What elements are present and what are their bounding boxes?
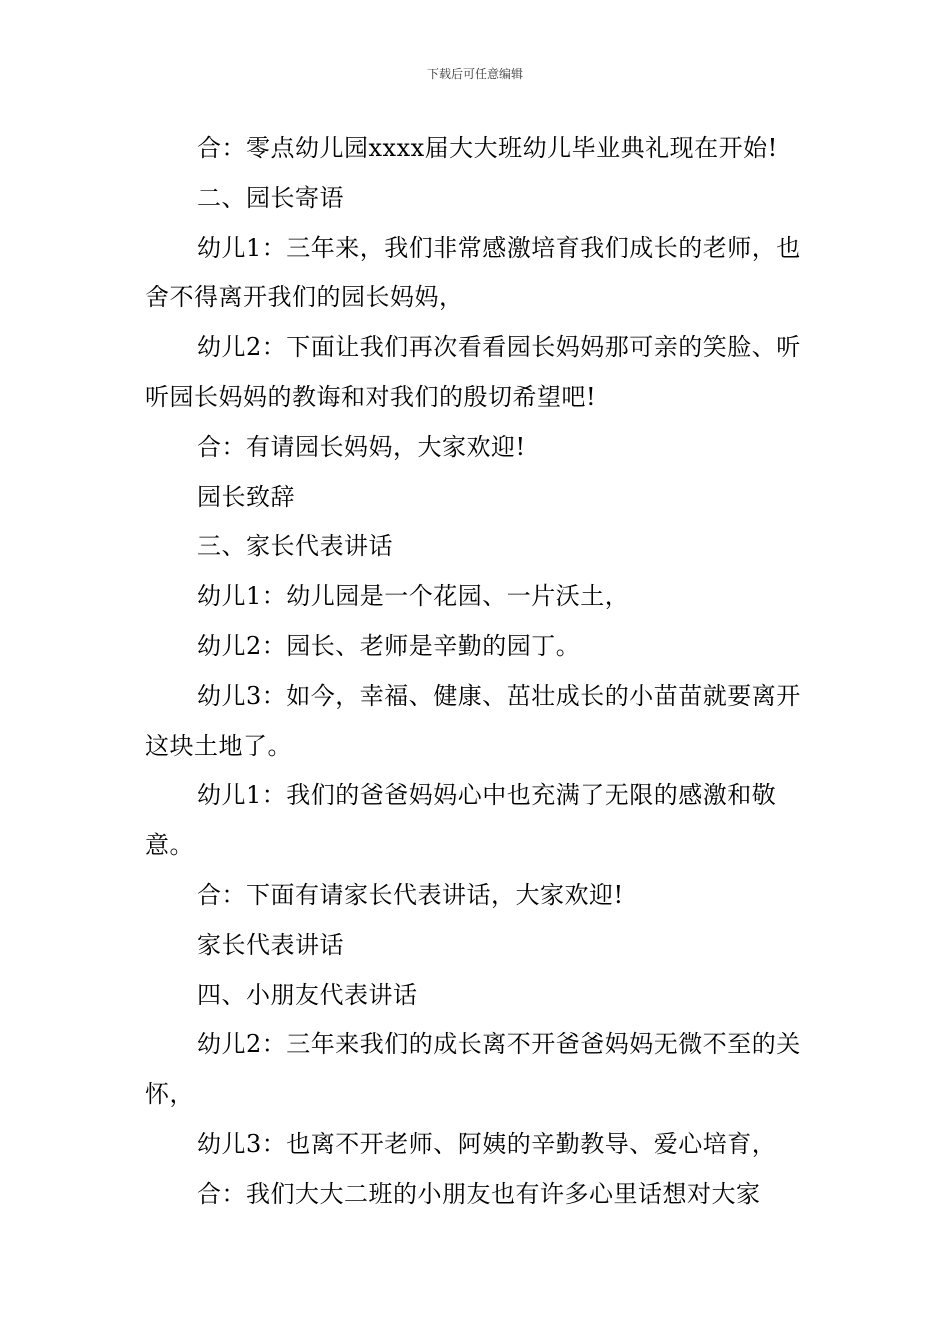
- page-header: 下载后可任意编辑: [426, 67, 523, 81]
- paragraph: 幼儿3：也离不开老师、阿姨的辛勤教导、爱心培育，: [197, 1129, 777, 1158]
- paragraph: 幼儿3：如今，幸福、健康、茁壮成长的小苗苗就要离开这块土地了。: [145, 681, 801, 760]
- paragraph: 幼儿1：幼儿园是一个花园、一片沃土，: [197, 582, 630, 611]
- paragraph: 园长致辞: [197, 482, 295, 511]
- paragraph: 幼儿2：三年来我们的成长离不开爸爸妈妈无微不至的关怀，: [145, 1030, 801, 1109]
- paragraph: 幼儿2：下面让我们再次看看园长妈妈那可亲的笑脸、听听园长妈妈的教诲和对我们的殷切希望吧!: [145, 333, 801, 411]
- document-body: [145, 124, 810, 1220]
- paragraph: 幼儿2：园长、老师是辛勤的园丁。: [197, 631, 581, 660]
- paragraph: 合：下面有请家长代表讲话，大家欢迎!: [197, 880, 624, 909]
- paragraph: 家长代表讲话: [197, 930, 344, 959]
- paragraph: 幼儿1：我们的爸爸妈妈心中也充满了无限的感激和敬意。: [145, 781, 777, 860]
- paragraph: 合：零点幼儿园xxxx届大大班幼儿毕业典礼现在开始!: [197, 134, 778, 162]
- paragraph: 合：我们大大二班的小朋友也有许多心里话想对大家: [197, 1179, 761, 1208]
- section-heading: 三、家长代表讲话: [197, 532, 393, 561]
- section-heading: 四、小朋友代表讲话: [197, 980, 418, 1009]
- paragraph: 合：有请园长妈妈，大家欢迎!: [197, 432, 526, 461]
- paragraph: 幼儿1：三年来，我们非常感激培育我们成长的老师，也舍不得离开我们的园长妈妈，: [145, 233, 801, 312]
- section-heading: 二、园长寄语: [197, 183, 344, 212]
